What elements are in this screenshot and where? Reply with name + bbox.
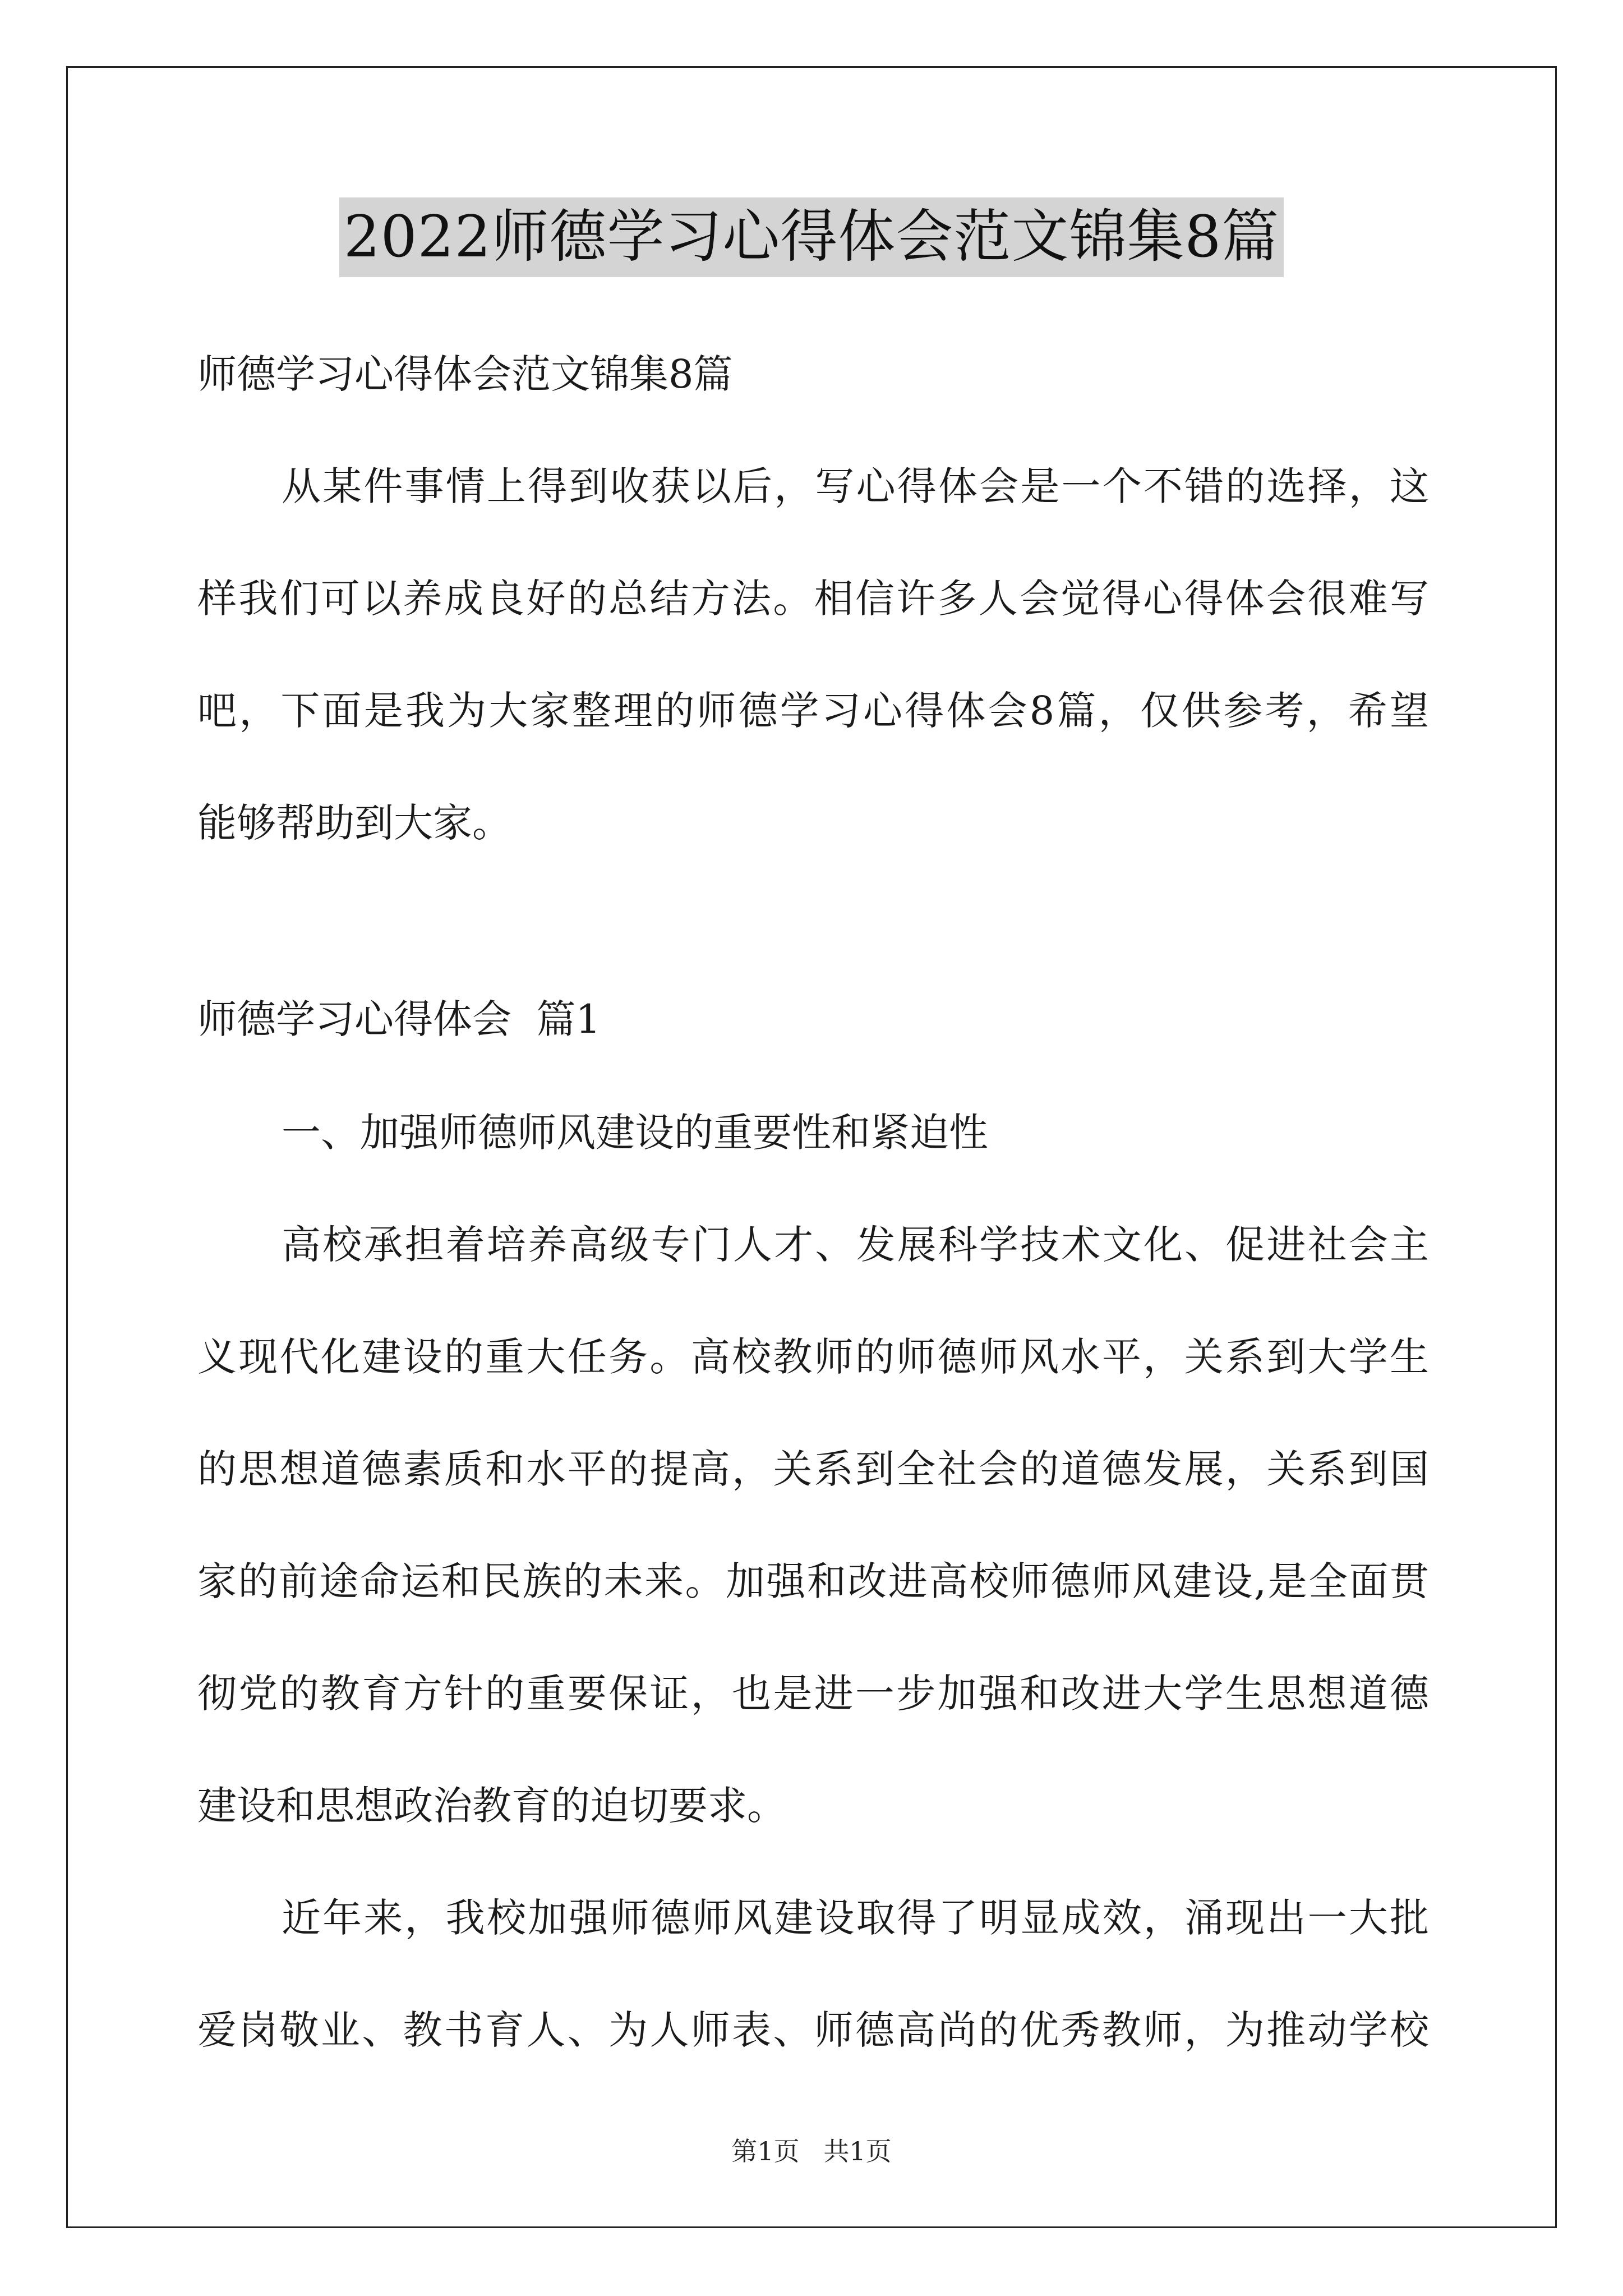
para1-line-6: 建设和思想政治教育的迫切要求。 [197, 1783, 786, 1829]
section-heading: 师德学习心得体会 篇1 [197, 996, 601, 1042]
page-footer [0, 2134, 1623, 2168]
para1-line-1: 高校承担着培养高级专门人才、发展科学技术文化、促进社会主 [282, 1222, 1429, 1268]
intro-line-2: 样我们可以养成良好的总结方法。相信许多人会觉得心得体会很难写 [197, 576, 1429, 622]
document-subtitle: 师德学习心得体会范文锦集8篇 [197, 351, 733, 397]
point-heading: 一、加强师德师风建设的重要性和紧迫性 [282, 1110, 988, 1156]
para2-line-2: 爱岗敬业、教书育人、为人师表、师德高尚的优秀教师，为推动学校 [197, 2007, 1429, 2053]
title-container [0, 197, 1623, 277]
para2-line-1: 近年来，我校加强师德师风建设取得了明显成效，涌现出一大批 [282, 1895, 1429, 1941]
para1-line-3: 的思想道德素质和水平的提高，关系到全社会的道德发展，关系到国 [197, 1446, 1429, 1492]
intro-line-4: 能够帮助到大家。 [197, 800, 511, 846]
page-total: 共1页 [823, 2136, 892, 2166]
intro-line-1: 从某件事情上得到收获以后，写心得体会是一个不错的选择，这 [282, 463, 1429, 509]
para1-line-2: 义现代化建设的重大任务。高校教师的师德师风水平，关系到大学生 [197, 1334, 1429, 1380]
intro-line-3: 吧，下面是我为大家整理的师德学习心得体会8篇，仅供参考，希望 [197, 688, 1429, 734]
page-number: 第1页 [731, 2136, 800, 2166]
para1-line-5: 彻党的教育方针的重要保证，也是进一步加强和改进大学生思想道德 [197, 1671, 1429, 1717]
para1-line-4: 家的前途命运和民族的未来。加强和改进高校师德师风建设,是全面贯 [197, 1558, 1429, 1604]
document-title: 2022师德学习心得体会范文锦集8篇 [339, 197, 1284, 277]
